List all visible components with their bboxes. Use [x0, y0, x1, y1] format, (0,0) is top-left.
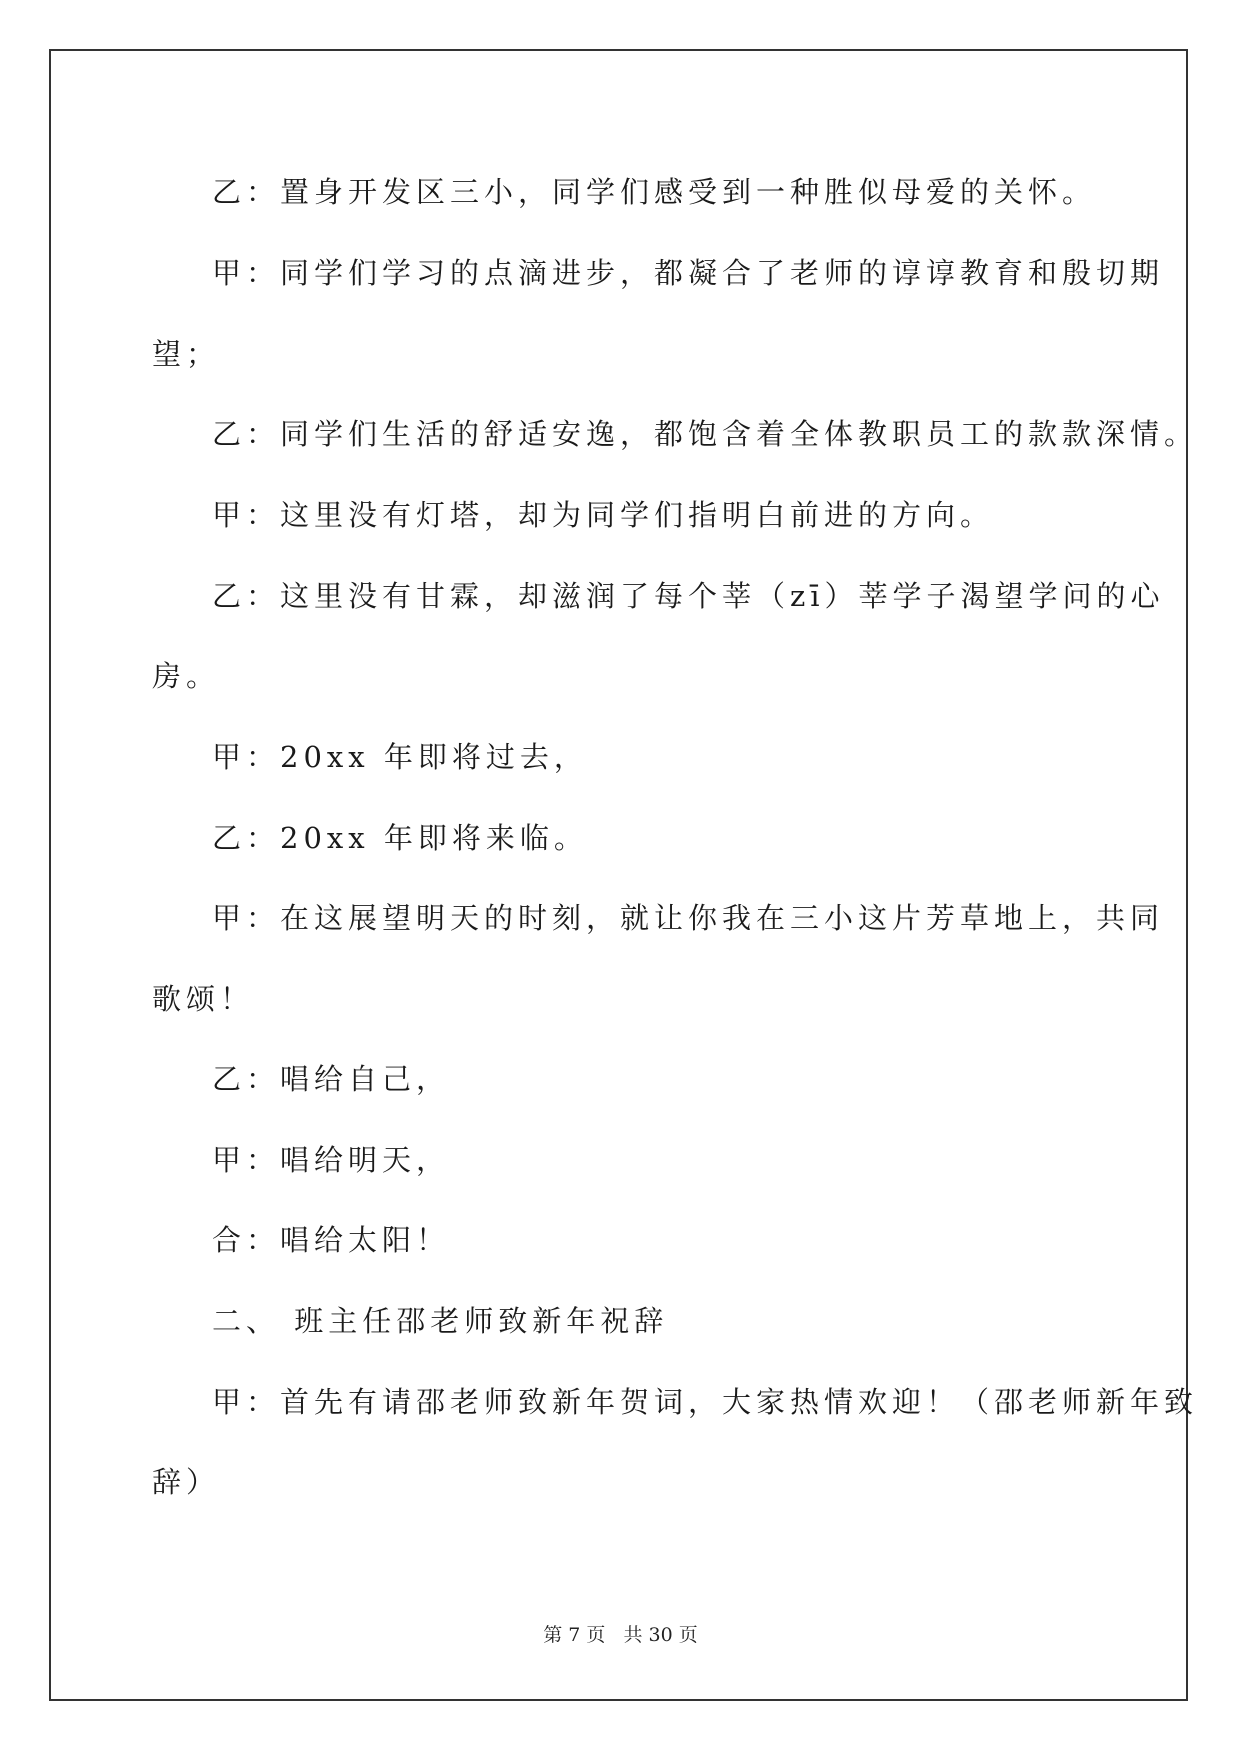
dialogue-line-continued: 辞）: [152, 1465, 221, 1499]
dialogue-line: 甲：在这展望明天的时刻，就让你我在三小这片芳草地上，共同: [212, 901, 1165, 935]
page-total: 共 30 页: [623, 1624, 698, 1646]
dialogue-line: 甲：20xx 年即将过去，: [212, 740, 588, 774]
dialogue-line: 乙：唱给自己，: [212, 1062, 451, 1096]
dialogue-line: 合：唱给太阳！: [212, 1223, 451, 1257]
page-border: [49, 49, 1188, 1701]
dialogue-line-continued: 歌颂！: [152, 982, 255, 1016]
dialogue-line-continued: 望；: [152, 337, 221, 371]
dialogue-line: 甲：首先有请邵老师致新年贺词，大家热情欢迎！（邵老师新年致: [212, 1385, 1199, 1419]
dialogue-line: 乙：置身开发区三小，同学们感受到一种胜似母爱的关怀。: [212, 175, 1097, 209]
dialogue-line: 乙：这里没有甘霖，却滋润了每个莘（zī）莘学子渴望学问的心: [212, 579, 1165, 613]
dialogue-line: 甲：同学们学习的点滴进步，都凝合了老师的谆谆教育和殷切期: [212, 256, 1165, 290]
page-number: 第 7 页: [543, 1624, 606, 1646]
dialogue-line: 乙：同学们生活的舒适安逸，都饱含着全体教职员工的款款深情。: [212, 417, 1199, 451]
section-heading: 二、 班主任邵老师致新年祝辞: [212, 1304, 669, 1338]
dialogue-line: 乙：20xx 年即将来临。: [212, 821, 588, 855]
dialogue-line-continued: 房。: [152, 659, 221, 693]
dialogue-line: 甲：这里没有灯塔，却为同学们指明白前进的方向。: [212, 498, 995, 532]
dialogue-line: 甲：唱给明天，: [212, 1143, 451, 1177]
page-footer: [0, 1626, 1241, 1645]
